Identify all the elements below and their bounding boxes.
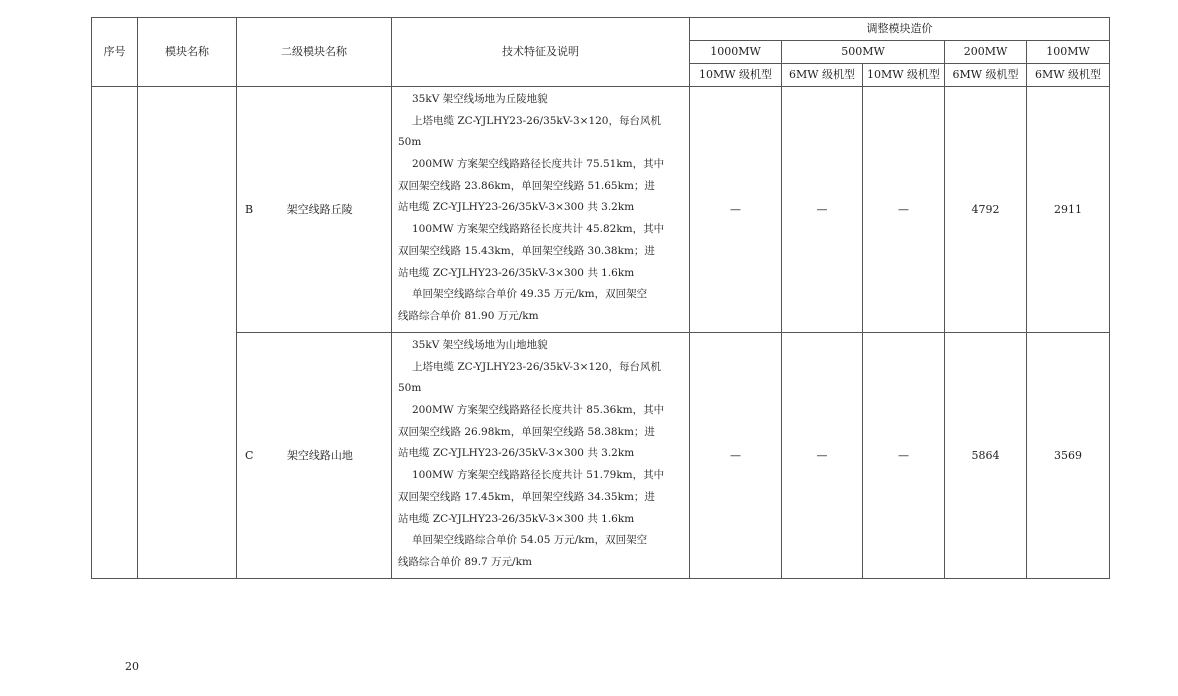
desc-line: 200MW 方案架空线路路径长度共计 85.36km，其中 bbox=[412, 404, 665, 417]
cell-500mw-10mw: — bbox=[863, 333, 945, 579]
table-row bbox=[92, 333, 1110, 579]
cell-500mw-6mw: — bbox=[782, 333, 863, 579]
header-capacity-100mw: 100MW bbox=[1027, 41, 1110, 64]
page-number: 20 bbox=[125, 660, 139, 673]
desc-line: 100MW 方案架空线路路径长度共计 51.79km，其中 bbox=[412, 469, 665, 482]
desc-line: 站电缆 ZC-YJLHY23-26/35kV-3×300 共 1.6km bbox=[398, 512, 635, 525]
sub-module-name: 架空线路山地 bbox=[286, 448, 353, 462]
cell-tech-description bbox=[392, 333, 690, 579]
cell-1000mw-10mw: — bbox=[690, 333, 782, 579]
desc-line: 站电缆 ZC-YJLHY23-26/35kV-3×300 共 3.2km bbox=[398, 201, 635, 214]
cell-200mw-6mw: 4792 bbox=[945, 87, 1027, 333]
cell-sub-module bbox=[237, 333, 392, 579]
header-capacity-500mw: 500MW bbox=[782, 41, 945, 64]
desc-line: 35kV 架空线场地为山地地貌 bbox=[412, 339, 548, 351]
header-type-6mw: 6MW 级机型 bbox=[1027, 64, 1110, 87]
cell-500mw-10mw: — bbox=[863, 87, 945, 333]
table-row bbox=[92, 87, 1110, 333]
header-module-name: 模块名称 bbox=[138, 18, 237, 87]
header-sub-module-name: 二级模块名称 bbox=[237, 18, 392, 87]
header-seq: 序号 bbox=[92, 18, 138, 87]
desc-line: 线路综合单价 89.7 万元/km bbox=[398, 555, 532, 568]
desc-line: 单回架空线路综合单价 49.35 万元/km，双回架空 bbox=[412, 288, 648, 301]
cell-module-name bbox=[138, 87, 237, 579]
cell-sub-module bbox=[237, 87, 392, 333]
desc-line: 站电缆 ZC-YJLHY23-26/35kV-3×300 共 3.2km bbox=[398, 447, 635, 460]
header-type-6mw: 6MW 级机型 bbox=[945, 64, 1027, 87]
desc-line: 50m bbox=[398, 136, 422, 149]
desc-line: 上塔电缆 ZC-YJLHY23-26/35kV-3×120，每台风机 bbox=[412, 114, 661, 127]
desc-line: 线路综合单价 81.90 万元/km bbox=[398, 309, 539, 322]
cell-100mw-6mw: 3569 bbox=[1027, 333, 1110, 579]
desc-line: 站电缆 ZC-YJLHY23-26/35kV-3×300 共 1.6km bbox=[398, 266, 635, 279]
sub-module-name: 架空线路丘陵 bbox=[286, 202, 353, 216]
cell-tech-description bbox=[392, 87, 690, 333]
desc-line: 双回架空线路 15.43km，单回架空线路 30.38km；进 bbox=[398, 244, 655, 257]
desc-line: 200MW 方案架空线路路径长度共计 75.51km，其中 bbox=[412, 158, 665, 171]
desc-line: 单回架空线路综合单价 54.05 万元/km，双回架空 bbox=[412, 534, 648, 547]
desc-line: 上塔电缆 ZC-YJLHY23-26/35kV-3×120，每台风机 bbox=[412, 360, 661, 373]
sub-module-id: B bbox=[245, 202, 254, 216]
header-capacity-200mw: 200MW bbox=[945, 41, 1027, 64]
desc-line: 100MW 方案架空线路路径长度共计 45.82km，其中 bbox=[412, 223, 665, 236]
header-tech-description: 技术特征及说明 bbox=[392, 18, 690, 87]
desc-line: 35kV 架空线场地为丘陵地貌 bbox=[412, 93, 548, 105]
sub-module-id: C bbox=[245, 448, 254, 462]
header-type-10mw: 10MW 级机型 bbox=[690, 64, 782, 87]
header-capacity-1000mw: 1000MW bbox=[690, 41, 782, 64]
desc-line: 50m bbox=[398, 382, 422, 395]
cell-100mw-6mw: 2911 bbox=[1027, 87, 1110, 333]
cell-200mw-6mw: 5864 bbox=[945, 333, 1027, 579]
header-type-10mw: 10MW 级机型 bbox=[863, 64, 945, 87]
desc-line: 双回架空线路 17.45km，单回架空线路 34.35km；进 bbox=[398, 490, 655, 503]
cell-1000mw-10mw: — bbox=[690, 87, 782, 333]
header-adjust-price: 调整模块造价 bbox=[690, 18, 1110, 41]
desc-line: 双回架空线路 23.86km，单回架空线路 51.65km；进 bbox=[398, 179, 655, 192]
header-type-6mw: 6MW 级机型 bbox=[782, 64, 863, 87]
cell-seq bbox=[92, 87, 138, 579]
desc-line: 双回架空线路 26.98km，单回架空线路 58.38km；进 bbox=[398, 425, 655, 438]
cost-table bbox=[91, 17, 1110, 579]
cell-500mw-6mw: — bbox=[782, 87, 863, 333]
